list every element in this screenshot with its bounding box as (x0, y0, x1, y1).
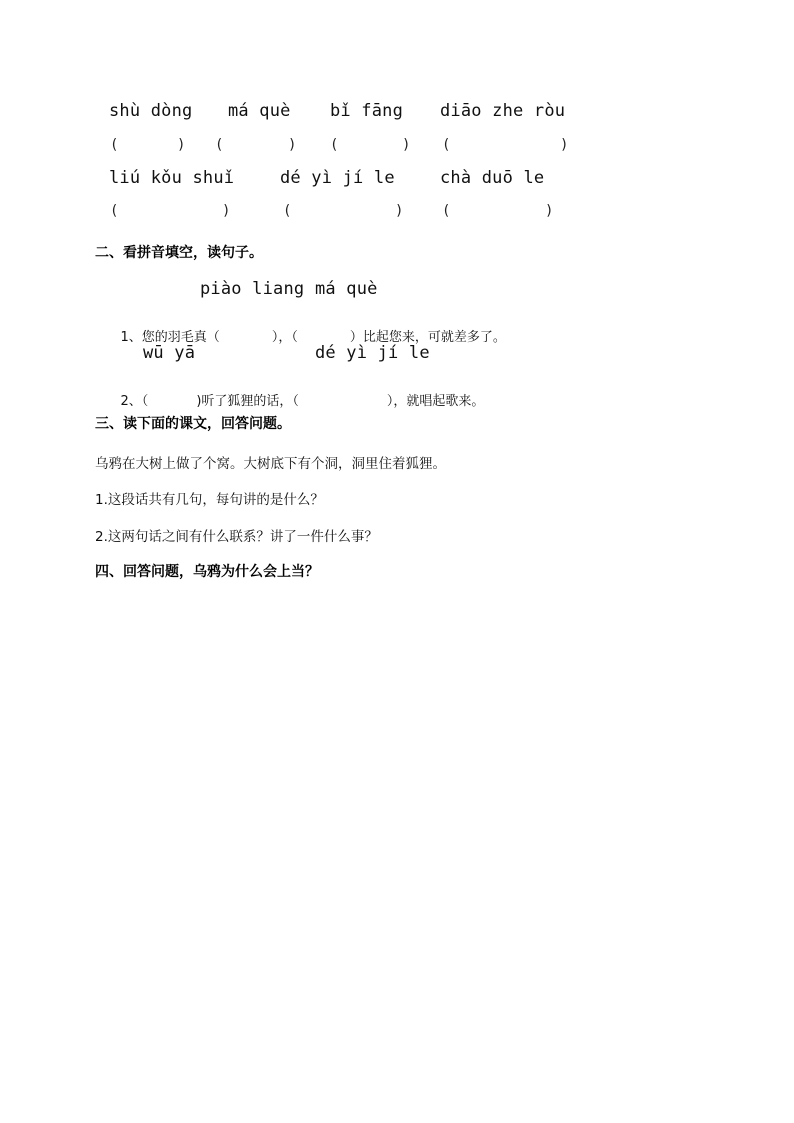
pinyin-hint: piào liang (200, 279, 305, 299)
pinyin-word: dé yì jí le (280, 168, 395, 188)
answer-paren-close: ) (177, 137, 186, 153)
pinyin-word: diāo zhe ròu (440, 101, 566, 121)
answer-paren-close: ) (560, 137, 569, 153)
question-middle: ），（ (271, 330, 298, 345)
section-heading: 三、读下面的课文，回答问题。 (95, 416, 291, 432)
answer-paren-close: ) (545, 203, 554, 219)
pinyin-word: liú kǒu shuǐ (109, 168, 235, 188)
pinyin-hint: dé yì jí le (315, 343, 430, 363)
question-suffix: ）比起您来，可就差多了。 (349, 330, 506, 345)
answer-paren-open: ( (283, 203, 292, 219)
section-heading: 二、看拼音填空，读句子。 (95, 245, 263, 261)
question-prefix: 2、（ (120, 394, 149, 409)
answer-paren-close: ) (402, 137, 411, 153)
answer-paren-open: ( (215, 137, 224, 153)
answer-paren-open: ( (110, 137, 119, 153)
pinyin-word: shù dòng (109, 101, 193, 121)
answer-paren-open: ( (442, 137, 451, 153)
answer-paren-open: ( (330, 137, 339, 153)
pinyin-word: má què (228, 101, 291, 121)
question-middle: )听了狐狸的话，（ (196, 394, 299, 409)
pinyin-word: chà duō le (440, 168, 545, 188)
section-heading: 四、回答问题，乌鸦为什么会上当？ (95, 564, 319, 580)
question-text: 2.这两句话之间有什么联系？讲了一件什么事？ (95, 529, 378, 545)
pinyin-hint: má què (315, 279, 378, 299)
answer-paren-close: ) (395, 203, 404, 219)
answer-paren-open: ( (442, 203, 451, 219)
pinyin-word: bǐ fāng (330, 101, 404, 121)
pinyin-hint: wū yā (143, 343, 196, 363)
question-prefix: 1、您的羽毛真（ (120, 330, 220, 345)
question-suffix: ），就唱起歌来。 (386, 394, 485, 409)
answer-paren-close: ) (288, 137, 297, 153)
passage-text: 乌鸦在大树上做了个窝。大树底下有个洞，洞里住着狐狸。 (95, 456, 446, 472)
answer-paren-close: ) (222, 203, 231, 219)
answer-paren-open: ( (110, 203, 119, 219)
question-text: 1.这段话共有几句，每句讲的是什么？ (95, 492, 324, 508)
